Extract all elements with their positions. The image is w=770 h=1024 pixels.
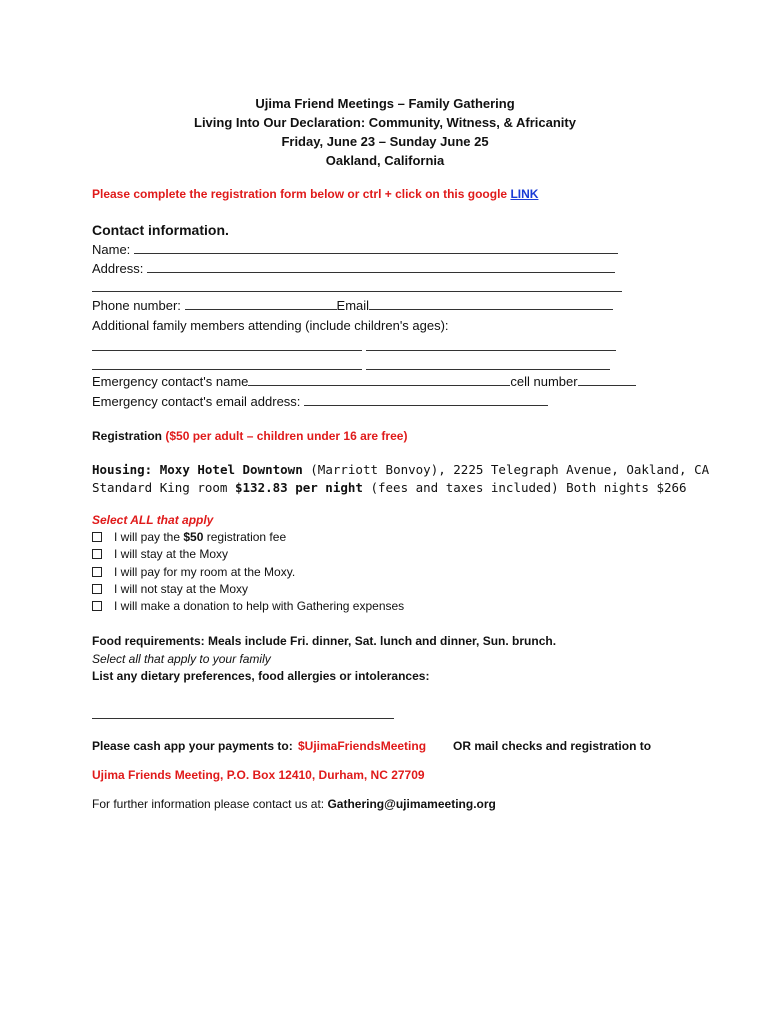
emergency-email-row: Emergency contact's email address: xyxy=(92,394,548,409)
dietary-label: List any dietary preferences, food allergies or intolerances: xyxy=(92,669,430,683)
event-title: Ujima Friend Meetings – Family Gathering xyxy=(255,96,515,111)
emergency-contact-row: Emergency contact's name cell number xyxy=(92,374,636,389)
registration-fee-line: Registration ($50 per adult – children under 16 are free) xyxy=(92,429,408,443)
option-donation[interactable]: I will make a donation to help with Gathering expenses xyxy=(92,599,404,613)
checkbox-icon[interactable] xyxy=(92,532,102,542)
checkbox-icon[interactable] xyxy=(92,584,102,594)
family-members-label: Additional family members attending (include children's ages): xyxy=(92,318,449,333)
checkbox-icon[interactable] xyxy=(92,601,102,611)
phone-field[interactable] xyxy=(185,298,337,310)
name-field[interactable] xyxy=(134,242,618,254)
cashapp-handle: $UjimaFriendsMeeting xyxy=(298,739,427,753)
google-form-link[interactable]: LINK xyxy=(510,187,539,201)
housing-line-1: Housing: Moxy Hotel Downtown (Marriott Bonvoy), 2225 Telegraph Avenue, Oakland, CA xyxy=(92,462,710,477)
contact-heading: Contact information. xyxy=(92,222,229,238)
family-field-line-1a[interactable] xyxy=(92,350,362,351)
food-heading: Food requirements: Meals include Fri. dinner, Sat. lunch and dinner, Sun. brunch. xyxy=(92,634,557,648)
address-field[interactable] xyxy=(147,261,615,273)
housing-line-2: Standard King room $132.83 per night (fees and taxes included) Both nights $266 xyxy=(92,480,687,495)
event-location: Oakland, California xyxy=(325,153,445,168)
checkbox-icon[interactable] xyxy=(92,549,102,559)
address-field-line-2[interactable] xyxy=(92,291,622,292)
emergency-email-field[interactable] xyxy=(304,394,548,406)
contact-email[interactable]: Gathering@ujimameeting.org xyxy=(327,797,496,811)
phone-email-row: Phone number: Email xyxy=(92,298,613,313)
cashapp-label: Please cash app your payments to: xyxy=(92,739,293,753)
event-theme: Living Into Our Declaration: Community, Witness, & Africanity xyxy=(194,115,576,130)
registration-prompt: Please complete the registration form below or ctrl + click on this google LINK xyxy=(92,187,539,201)
food-subheading: Select all that apply to your family xyxy=(92,652,271,666)
checkbox-icon[interactable] xyxy=(92,567,102,577)
email-field[interactable] xyxy=(369,298,613,310)
option-stay-moxy[interactable]: I will stay at the Moxy xyxy=(92,547,228,561)
family-field-line-2b[interactable] xyxy=(366,369,610,370)
family-field-line-1b[interactable] xyxy=(366,350,616,351)
mail-address: Ujima Friends Meeting, P.O. Box 12410, Durham, NC 27709 xyxy=(92,768,425,782)
address-row: Address: xyxy=(92,261,615,276)
option-pay-registration[interactable]: I will pay the $50 registration fee xyxy=(92,530,286,544)
option-pay-room[interactable]: I will pay for my room at the Moxy. xyxy=(92,565,295,579)
family-field-line-2a[interactable] xyxy=(92,369,362,370)
mail-label: OR mail checks and registration to xyxy=(453,739,652,753)
cell-number-field[interactable] xyxy=(578,374,636,386)
event-header xyxy=(0,94,770,170)
name-row: Name: xyxy=(92,242,618,257)
option-not-stay[interactable]: I will not stay at the Moxy xyxy=(92,582,248,596)
event-dates: Friday, June 23 – Sunday June 25 xyxy=(281,134,489,149)
dietary-field[interactable] xyxy=(92,718,394,719)
options-heading: Select ALL that apply xyxy=(92,513,214,527)
emergency-name-field[interactable] xyxy=(248,374,510,386)
contact-footer: For further information please contact us at: Gathering@ujimameeting.org xyxy=(92,797,496,811)
